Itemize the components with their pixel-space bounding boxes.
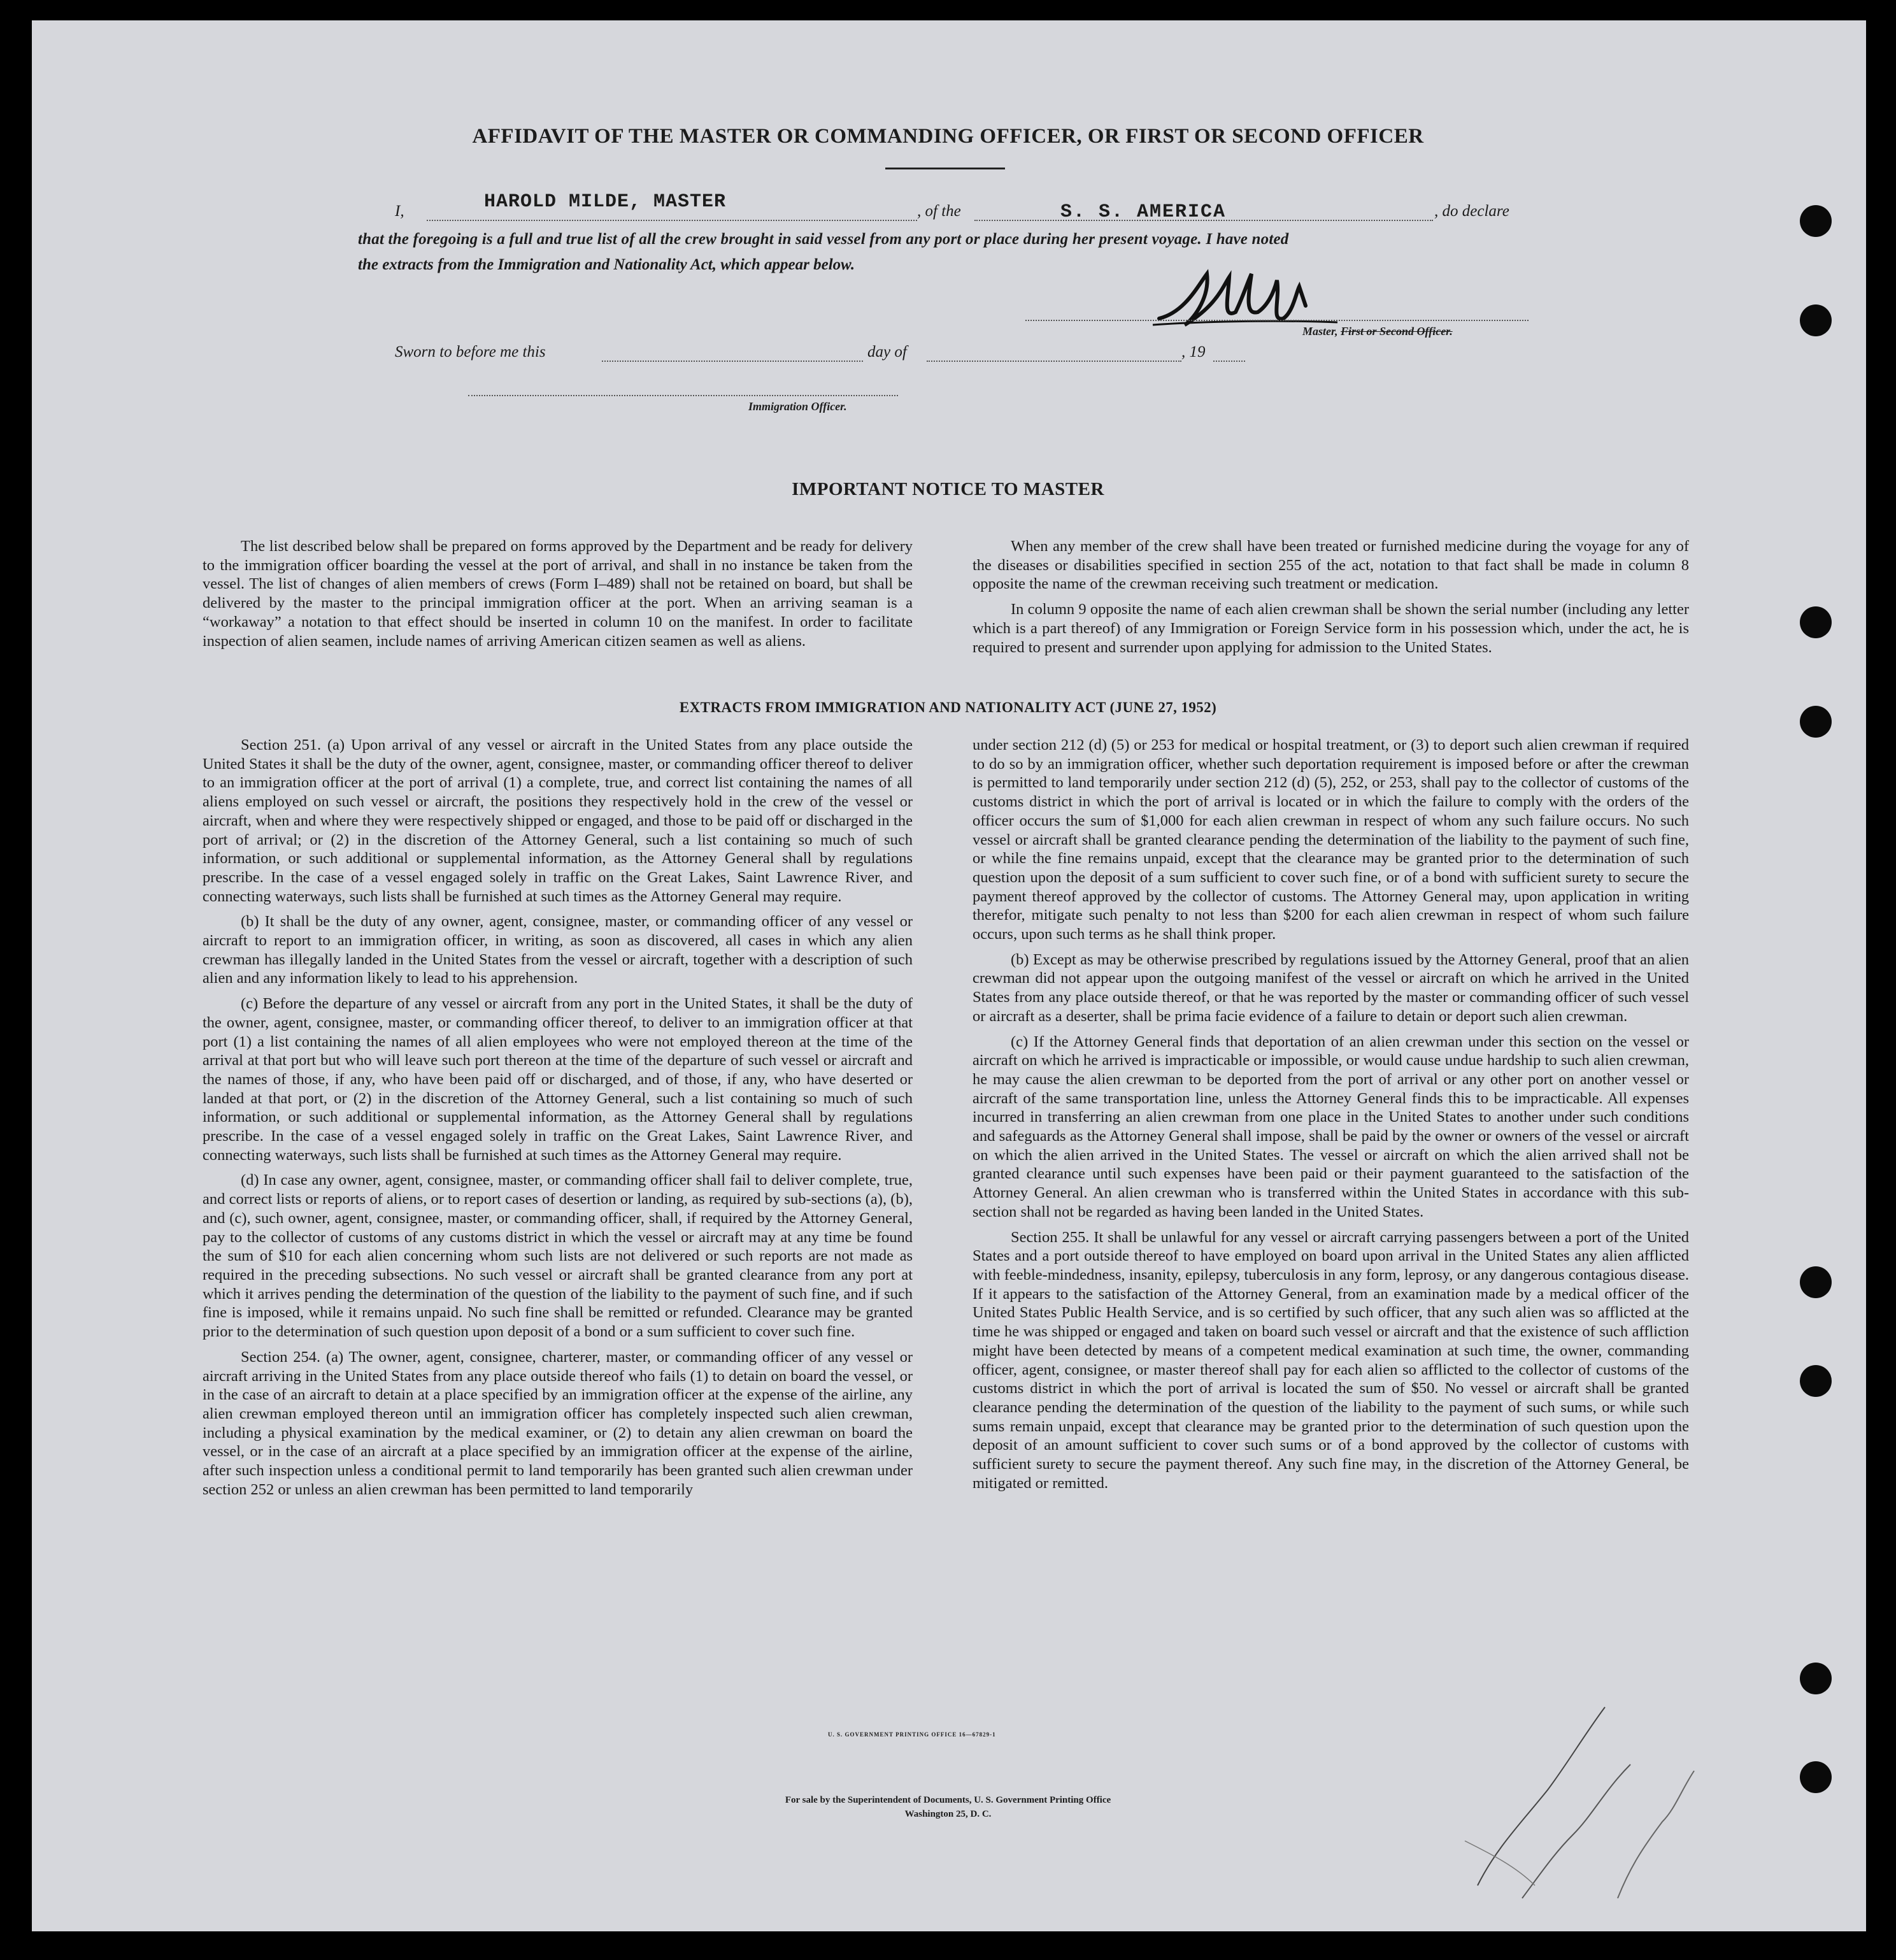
struck-officer-label: First or Second Officer. (1341, 325, 1453, 338)
vessel-name: S. S. AMERICA (1060, 201, 1227, 223)
do-declare-label: , do declare (1434, 203, 1509, 220)
statement-line-2: the extracts from the Immigration and Nationality Act, which appear below. (358, 256, 855, 273)
section-251-b: (b) It shall be the duty of any owner, agent, consignee, master, or commanding officer of any vessel or aircraft to report to an immigration officer, in writing, as soon as discovered, all cases in which any alien crewman has illegally landed in the United States from the vessel or aircraft, together with a description of such alien and any information likely to lead to his apprehension. (203, 913, 913, 987)
signature-line[interactable] (1025, 320, 1529, 321)
section-251-c: (c) Before the departure of any vessel or aircraft from any port in the United States, it shall be the duty of the owner, agent, consignee, master, or commanding officer thereof, to deliver to an immigration officer at that port (1) a list containing the names of all alien employees who were not employed thereon at the time of the arrival at that port but who will leave such port thereon at the time of the departure of such vessel or aircraft and the names of those, if any, who have been paid off or discharged, and of those, if any, who have deserted or landed at that port, or (2) in the discretion of the Attorney General, such a list containing so much of such information, or such additional or supplemental information, as the Attorney General shall by regulations prescribe. In the case of a vessel engaged solely in traffic on the Great Lakes, Saint Lawrence River, and connecting waterways, such lists shall be furnished at such times as the Attorney General may require. (203, 995, 913, 1164)
binder-hole (1800, 1663, 1832, 1694)
section-254-a-continued: under section 212 (d) (5) or 253 for medical or hospital treatment, or (3) to deport such alien crewman if required to do so by an immigration officer, whether such deportation requirement is imposed before or after the crewman is permitted to land temporarily under section 212 (d) (5), 252, or 253, shall pay to the collector of customs of the customs district in which the port of arrival is located or in which the failure to comply with the orders of the officer occurs the sum of $1,000 for each alien crewman in respect of whom any such failure occurs. No such vessel or aircraft shall be granted clearance pending the determination of the liability to the payment of such fine, or while the fine remains unpaid, except that the clearance may be granted prior to the determination of such question upon the deposit of a sum sufficient to cover such fine, or of a bond with sufficient surety to secure the payment thereof approved by the collector of customs. The Attorney General may, upon application in writing therefor, mitigate such penalty to not less than $200 for each alien crewman in respect of whom such failure occurs, upon such terms as he shall think proper. (973, 736, 1689, 943)
statement-line-1: that the foregoing is a full and true list of all the crew brought in said vessel from any port or place during her present voyage. I have noted (358, 231, 1289, 248)
section-254-b: (b) Except as may be otherwise prescribed by regulations issued by the Attorney General, proof that an alien crewman did not appear upon the outgoing manifest of the vessel or aircraft on which he arrived in the United States from any place outside thereof, or that he was reported by the master or commanding officer of such vessel or aircraft as a deserter, shall be prima facie evidence of a failure to detain or deport such alien crewman. (973, 950, 1689, 1025)
declarant-name: HAROLD MILDE, MASTER (484, 191, 727, 213)
section-251-a: Section 251. (a) Upon arrival of any vessel or aircraft in the United States from any place outside the United States it shall be the duty of the owner, agent, consignee, master, or commanding officer thereof to deliver to an immigration officer at the port of arrival (1) a complete, true, and correct list containing the names of all aliens employed on such vessel or aircraft, the positions they respectively hold in the crew of the vessel or aircraft, when and where they were respectively shipped or engaged, and those to be paid off or discharged in the port of arrival; or (2) in the discretion of the Attorney General, such a list containing so much of such information, or such additional or supplemental information, as the Attorney General shall by regulations prescribe. In the case of a vessel engaged solely in traffic on the Great Lakes, Saint Lawrence River, and connecting waterways, such lists shall be furnished at such times as the Attorney General may require. (203, 736, 913, 905)
section-254-c: (c) If the Attorney General finds that deportation of an alien crewman under this section on the vessel or aircraft on which he arrived is impracticable or impossible, or would cause undue hardship to such alien crewman, he may cause the alien crewman to be deported from the port of arrival or any other port on another vessel or aircraft of the same transportation line, unless the Attorney General finds this to be impracticable. All expenses incurred in transferring an alien crewman from one place in the United States to another under such conditions and safeguards as the Attorney General shall impose, shall be paid by the owner or owners of the vessel or aircraft on which the alien arrived in the United States. The vessel or aircraft on which the alien arrived shall not be granted clearance until such expenses have been paid or their payment guaranteed to the satisfaction of the Attorney General. An alien crewman who is transferred within the United States in accordance with this sub-section shall not be regarded as having been landed in the United States. (973, 1033, 1689, 1220)
binder-hole (1800, 606, 1832, 638)
extracts-left-column (203, 736, 913, 1505)
signature-caption (1302, 325, 1453, 338)
notice-right-column (973, 537, 1689, 663)
binder-hole (1800, 205, 1832, 237)
section-254-a: Section 254. (a) The owner, agent, consignee, charterer, master, or commanding officer of any vessel or aircraft arriving in the United States from any place outside thereof who fails (1) to detain on board the vessel, or in the case of an aircraft to detain at a place specified by an immigration officer at the expense of the airline, any alien crewman employed thereon until an immigration officer has completely inspected such alien crewman, including a physical examination by the medical examiner, or (2) to detain any alien crewman on board the vessel, or in the case of an aircraft at a place specified by an immigration officer at the expense of the airline, after such inspection unless a conditional permit to land temporarily has been granted such alien crewman under section 252 or unless an alien crewman has been permitted to land temporarily (203, 1348, 913, 1498)
binder-hole (1800, 1266, 1832, 1298)
notice-right-paragraph-1: When any member of the crew shall have been treated or furnished medicine during the voyage for any of the diseases or disabilities specified in section 255 of the act, notation to that fact shall be made in column 8 opposite the name of the crewman receiving such treatment or medication. (973, 538, 1689, 593)
sworn-day-line[interactable] (602, 361, 863, 362)
extracts-right-column (973, 736, 1689, 1499)
of-the-label: , of the (917, 203, 961, 220)
sworn-label: Sworn to before me this (395, 343, 546, 361)
binder-hole (1800, 304, 1832, 336)
sworn-year-line[interactable] (1213, 361, 1245, 362)
binder-hole (1800, 1365, 1832, 1397)
extracts-title: EXTRACTS FROM IMMIGRATION AND NATIONALITY ACT (JUNE 27, 1952) (679, 699, 1217, 715)
sworn-month-line[interactable] (927, 361, 1181, 362)
binder-hole (1800, 1761, 1832, 1793)
declarant-line[interactable] (427, 220, 917, 221)
sale-line-2: Washington 25, D. C. (904, 1809, 992, 1819)
year-label: , 19 (1181, 343, 1206, 361)
day-of-label: day of (867, 343, 907, 361)
notice-left-paragraph: The list described below shall be prepared on forms approved by the Department and be ready for delivery to the immigration officer boarding the vessel at the port of arrival, and shall in no instance be taken from the vessel. The list of changes of alien members of crews (Form I–489) shall not be retained on board, but shall be delivered by the master to the principal immigration officer at the port. When an arriving seaman is a “workaway” a notation to that effect should be inserted in column 10 on the manifest. In order to facilitate inspection of alien seamen, include names of arriving American citizen seamen as well as aliens. (203, 538, 913, 650)
immigration-officer-label: Immigration Officer. (748, 400, 847, 413)
immigration-officer-line[interactable] (468, 395, 898, 396)
declarant-prefix: I, (395, 203, 404, 220)
printer-mark: U. S. GOVERNMENT PRINTING OFFICE 16—67829-1 (828, 1731, 996, 1738)
section-255: Section 255. It shall be unlawful for any vessel or aircraft carrying passengers between a port of the United States and a port outside thereof to have employed on board upon arrival in the United States any alien afflicted with feeble-mindedness, insanity, epilepsy, tuberculosis in any form, leprosy, or any dangerous contagious disease. If it appears to the satisfaction of the Attorney General, from an examination made by a medical officer of the United States Public Health Service, and is so certified by such officer, that any such alien was so afflicted at the time he was shipped or engaged and taken on board such vessel or aircraft and that the existence of such affliction might have been detected by means of a competent medical examination at such time, the owner, commanding officer, agent, consignee, or master thereof shall pay for each alien so afflicted to the collector of customs of the customs district in which the port of arrival is located the sum of $50. No vessel or aircraft shall be granted clearance pending the determination of the question of the liability to the payment of such sums, or while such sums remain unpaid, except that clearance may be granted prior to the determination of such question upon the deposit of an amount sufficient to cover such sums or of a bond approved by the collector of customs with sufficient surety to secure the payment thereof. Any such fine may, in the discretion of the Attorney General, be mitigated or remitted. (973, 1228, 1689, 1492)
section-251-d: (d) In case any owner, agent, consignee, master, or commanding officer shall fail to deliver complete, true, and correct lists or reports of aliens, or to report cases of desertion or landing, as required by sub-sections (a), (b), and (c), such owner, agent, consignee, master, or commanding officer, shall, if required by the Attorney General, pay to the collector of customs of any customs district in which the vessel or aircraft may at any time be found the sum of $10 for each alien concerning whom such lists are not delivered or such reports are not made as required in the preceding subsections. No such vessel or aircraft shall be granted clearance from any port at which it arrives pending the determination of the question of the liability to the payment of such fine, and if such fine is imposed, while it remains unpaid. No such fine shall be remitted or refunded. Clearance may be granted prior to the determination of such question upon deposit of a bond or a sum sufficient to cover such fine. (203, 1171, 913, 1341)
notice-title: IMPORTANT NOTICE TO MASTER (792, 479, 1104, 499)
sale-line-1: For sale by the Superintendent of Documents, U. S. Government Printing Office (785, 1795, 1111, 1805)
pen-marks (1439, 1694, 1720, 1905)
notice-left-column (203, 537, 913, 657)
master-label: Master, (1302, 325, 1338, 338)
notice-right-paragraph-2: In column 9 opposite the name of each alien crewman shall be shown the serial number (including any letter which is a part thereof) of any Immigration or Foreign Service form in his possession which, under the act, he is required to present and surrender upon applying for admission to the United States. (973, 601, 1689, 656)
affidavit-title: AFFIDAVIT OF THE MASTER OR COMMANDING OFFICER, OR FIRST OR SECOND OFFICER (472, 125, 1424, 148)
title-rule (885, 168, 1005, 169)
